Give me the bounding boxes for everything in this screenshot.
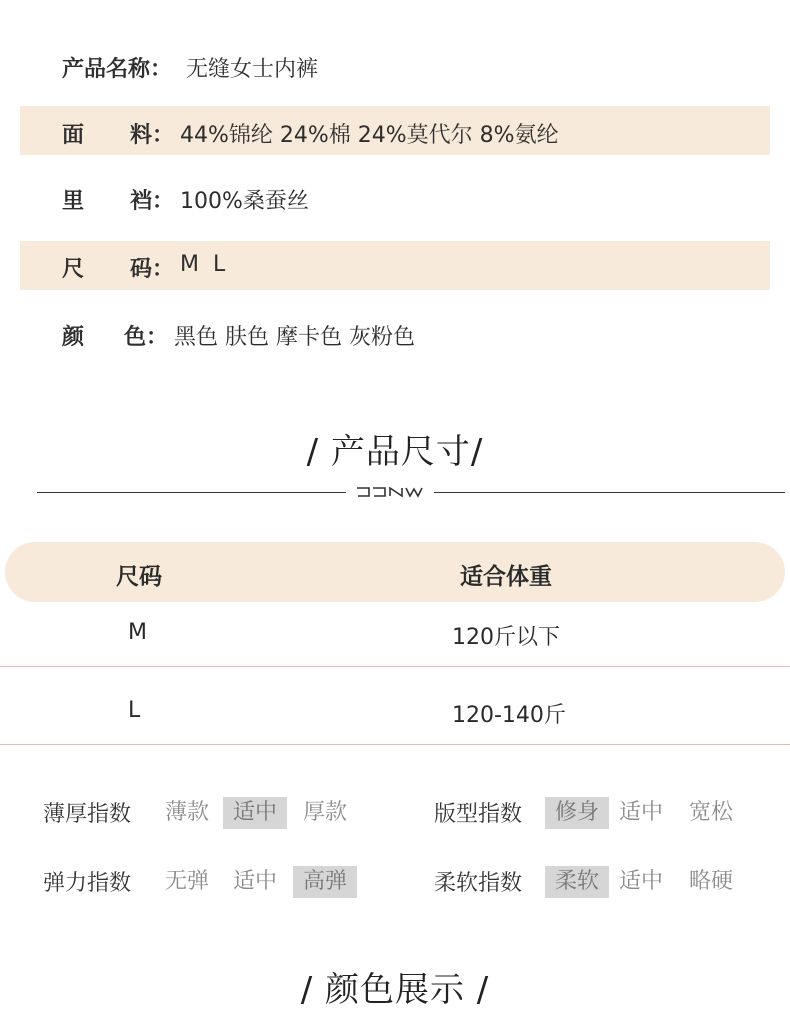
size-table-header-size: 尺码 <box>116 564 162 590</box>
size-table-header-weight: 适合体重 <box>460 564 552 590</box>
index-label-thickness: 薄厚指数 <box>43 802 132 827</box>
index-option-high-stretch-selected: 高弹 <box>293 866 357 898</box>
index-option-slim-selected: 修身 <box>545 797 609 829</box>
size-table-cell-size-l: L <box>128 698 141 723</box>
spec-value-name: 无缝女士内裤 <box>186 57 319 82</box>
spec-label-fabric-b: 料： <box>130 123 175 148</box>
divider-left <box>37 492 346 493</box>
index-option-no-stretch: 无弹 <box>164 869 209 894</box>
spec-value-size: M L <box>180 252 226 277</box>
table-row-separator <box>0 744 790 745</box>
spec-value-fabric: 44%锦纶 24%棉 24%莫代尔 8%氨纶 <box>180 123 559 148</box>
index-option-firm: 略硬 <box>688 869 733 894</box>
spec-value-color: 黑色 肤色 摩卡色 灰粉色 <box>174 325 415 350</box>
spec-label-size-a: 尺 <box>62 257 85 282</box>
index-option-medium-selected: 适中 <box>223 797 287 829</box>
spec-label-color-b: 色： <box>124 325 169 350</box>
index-label-fit: 版型指数 <box>434 802 523 827</box>
index-option-loose: 宽松 <box>688 800 733 825</box>
size-table-cell-weight-l: 120-140斤 <box>452 703 566 728</box>
index-option-medium-soft: 适中 <box>618 869 663 894</box>
spec-label-color-a: 颜 <box>62 325 85 350</box>
index-option-thick: 厚款 <box>302 800 347 825</box>
section-title-size: / 产品尺寸/ <box>306 432 484 472</box>
spec-label-lining-b: 裆： <box>130 189 175 214</box>
brand-logo <box>355 484 427 500</box>
spec-label-name: 产品名称： <box>62 57 173 82</box>
spec-value-lining: 100%桑蚕丝 <box>180 189 309 214</box>
section-title-colors: / 颜色展示 / <box>300 970 490 1010</box>
index-option-thin: 薄款 <box>164 800 209 825</box>
spec-label-size-b: 码： <box>130 257 175 282</box>
table-row-separator <box>0 666 790 667</box>
index-label-softness: 柔软指数 <box>434 871 523 896</box>
index-label-elasticity: 弹力指数 <box>43 871 132 896</box>
size-table-cell-size-m: M <box>128 620 147 645</box>
index-option-regular: 适中 <box>618 800 663 825</box>
spec-label-fabric-a: 面 <box>62 123 85 148</box>
index-option-medium-stretch: 适中 <box>232 869 277 894</box>
size-table-cell-weight-m: 120斤以下 <box>452 625 560 650</box>
index-option-soft-selected: 柔软 <box>545 866 609 898</box>
divider-right <box>434 492 785 493</box>
spec-label-lining-a: 里 <box>62 189 85 214</box>
